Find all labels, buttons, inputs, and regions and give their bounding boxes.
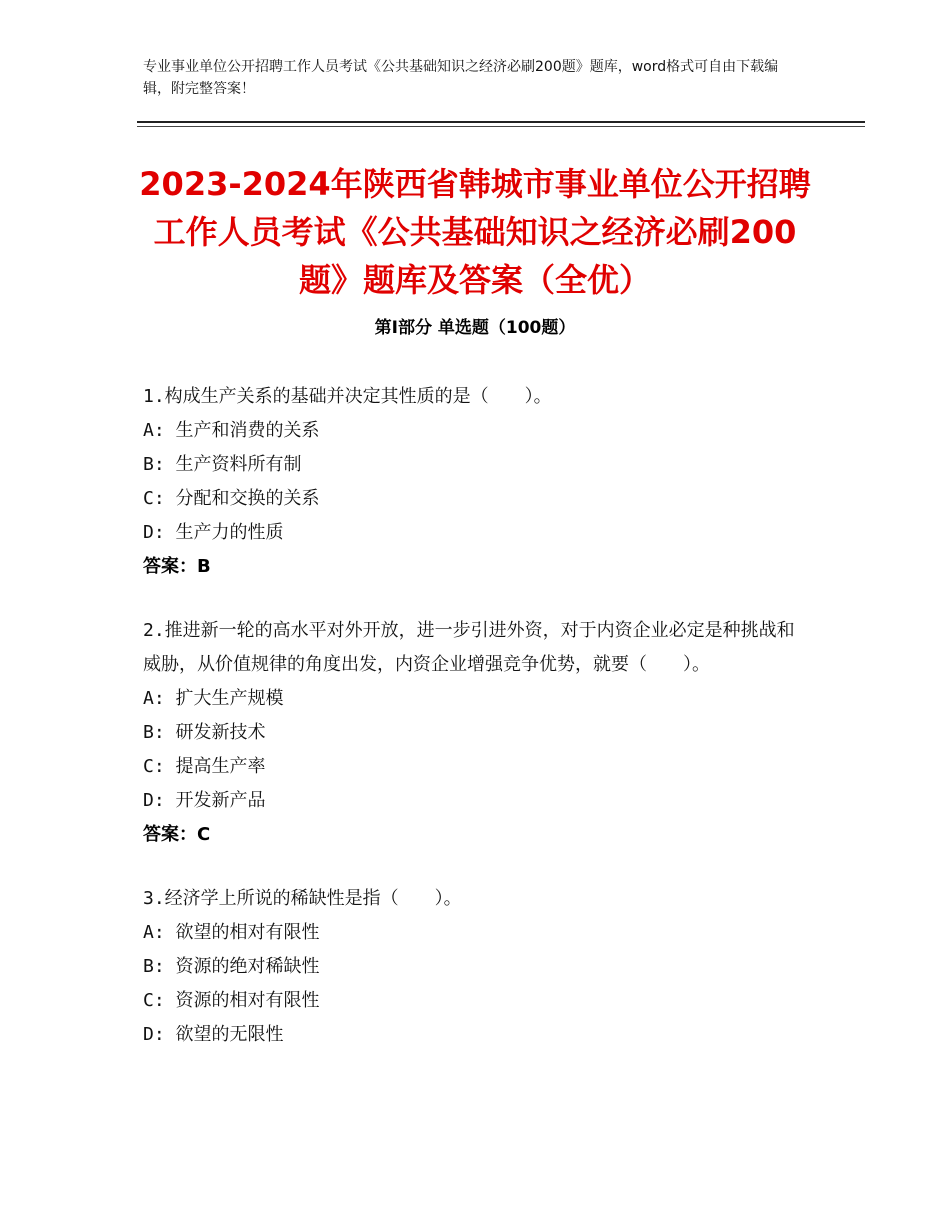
section-heading: 第Ⅰ部分 单选题（100题） [374,318,576,338]
option-b: B: 研发新技术 [143,722,266,743]
answer: 答案：B [143,556,211,577]
option-c: C: 分配和交换的关系 [143,488,320,509]
answer: 答案：C [143,824,211,845]
question-item [143,380,803,584]
option-d: D: 生产力的性质 [143,522,284,543]
option-c: C: 资源的相对有限性 [143,990,320,1011]
option-d: D: 欲望的无限性 [143,1024,284,1045]
option-b: B: 生产资料所有制 [143,454,302,475]
option-b: B: 资源的绝对稀缺性 [143,956,320,977]
header-rule-thin [137,126,865,127]
option-a: A: 扩大生产规模 [143,688,284,709]
question-item [143,614,803,852]
option-d: D: 开发新产品 [143,790,266,811]
question-text: 1.构成生产关系的基础并决定其性质的是（ ）。 [143,386,552,407]
question-text: 2.推进新一轮的高水平对外开放，进一步引进外资，对于内资企业必定是种挑战和威胁，从价值规律的角度出发，内资企业增强竞争优势，就要（ ）。 [143,620,795,675]
header-note: 专业事业单位公开招聘工作人员考试《公共基础知识之经济必刷200题》题库，word格式可自由下载编辑，附完整答案！ [143,59,779,97]
question-list [143,380,803,1082]
option-a: A: 生产和消费的关系 [143,420,320,441]
question-item [143,882,803,1052]
document-title: 2023-2024年陕西省韩城市事业单位公开招聘工作人员考试《公共基础知识之经济必刷200题》题库及答案（全优） [139,165,811,299]
header-rule-thick [137,121,865,123]
option-c: C: 提高生产率 [143,756,266,777]
question-text: 3.经济学上所说的稀缺性是指（ ）。 [143,888,462,909]
option-a: A: 欲望的相对有限性 [143,922,320,943]
